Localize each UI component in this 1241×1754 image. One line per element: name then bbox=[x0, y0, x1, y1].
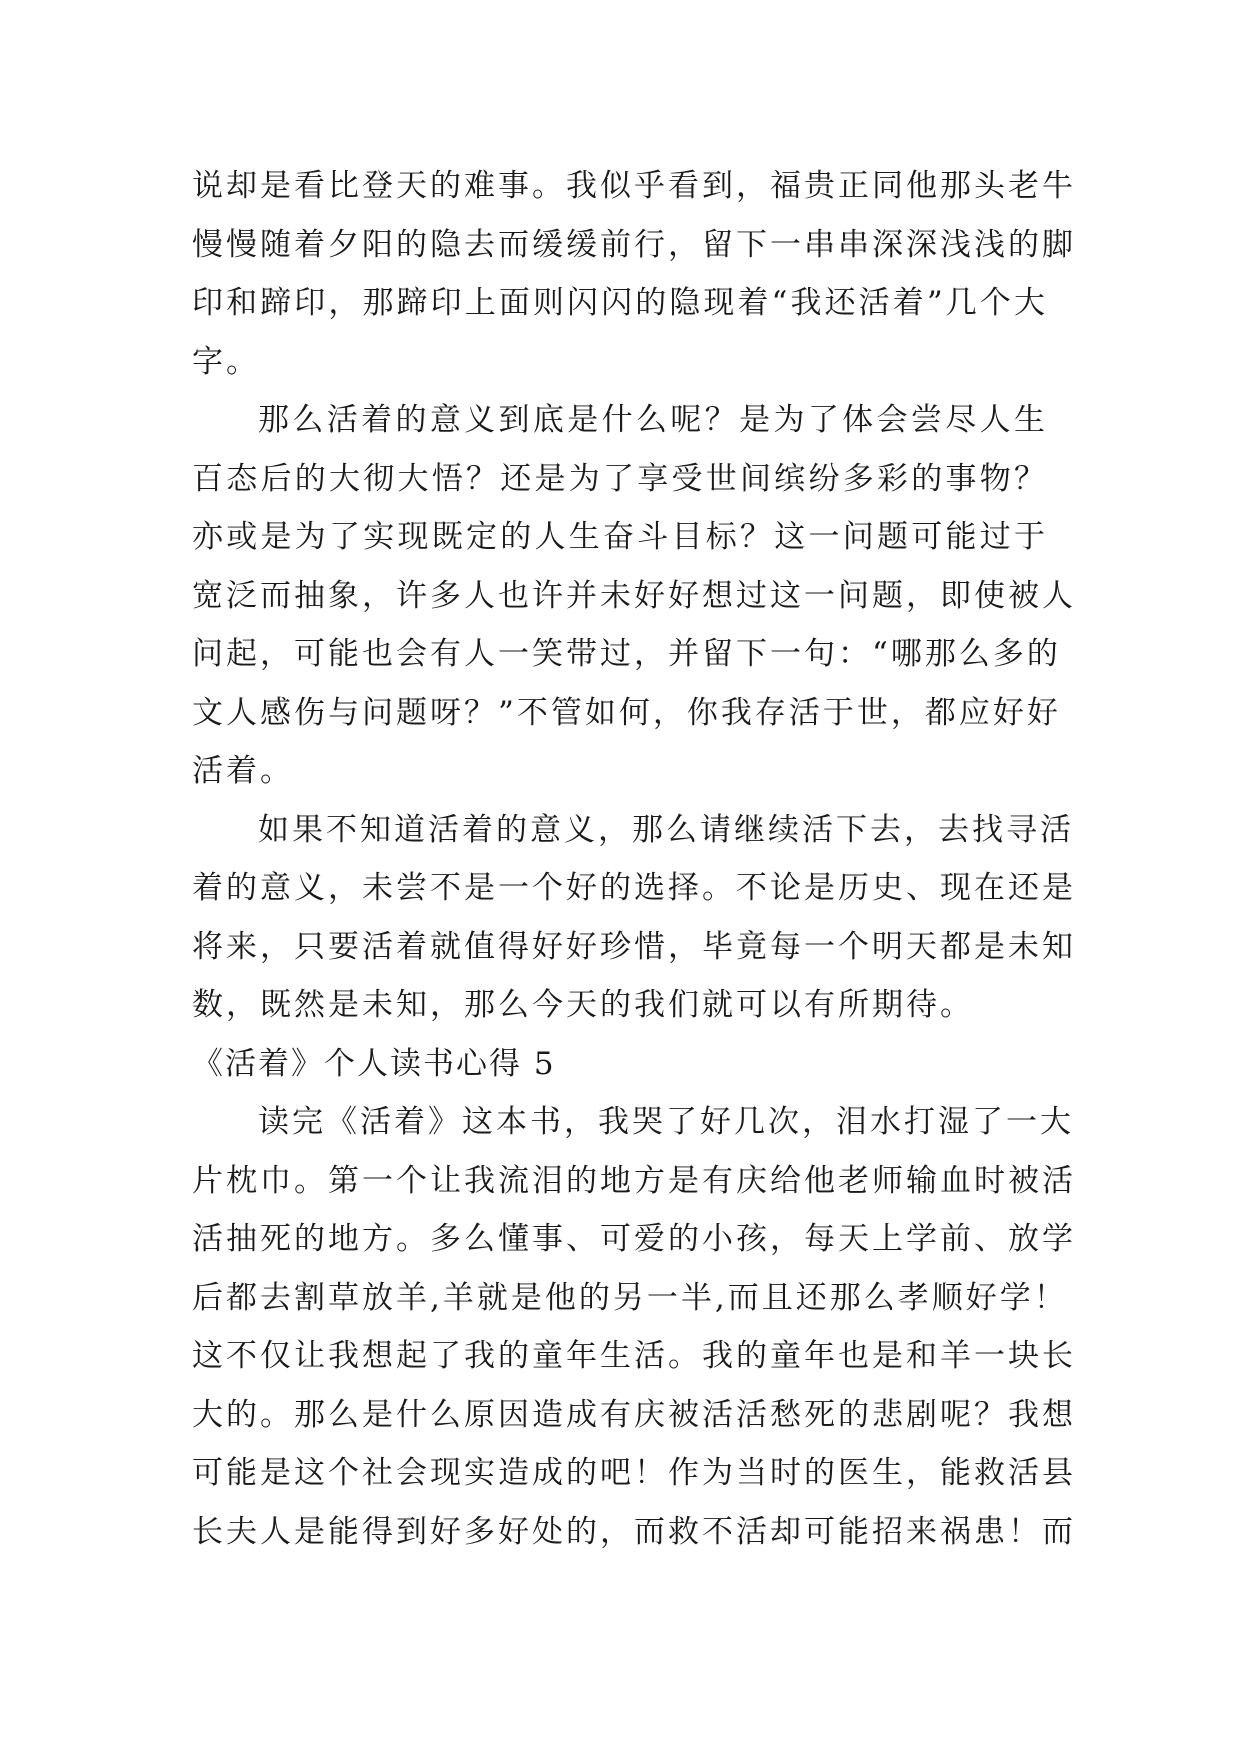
text-line: 可能是这个社会现实造成的吧！作为当时的医生，能救活县 bbox=[192, 1455, 1076, 1491]
paragraph-2 bbox=[192, 391, 1076, 801]
text-line: 字。 bbox=[192, 343, 260, 380]
text-line: 慢慢随着夕阳的隐去而缓缓前行，留下一串串深深浅浅的脚 bbox=[192, 226, 1076, 263]
text-line: 亦或是为了实现既定的人生奋斗目标？这一问题可能过于 bbox=[192, 519, 1048, 555]
text-line: 印和蹄印，那蹄印上面则闪闪的隐现着“我还活着”几个大 bbox=[192, 285, 1048, 321]
text-line: 片枕巾。第一个让我流泪的地方是有庆给他老师输血时被活 bbox=[192, 1162, 1076, 1199]
text-line: 将来，只要活着就值得好好珍惜，毕竟每一个明天都是未知 bbox=[192, 928, 1076, 965]
text-line: 这不仅让我想起了我的童年生活。我的童年也是和羊一块长 bbox=[192, 1338, 1076, 1374]
text-line: 数，既然是未知，那么今天的我们就可以有所期待。 bbox=[192, 987, 974, 1023]
section-heading: 《活着》个人读书心得 5 bbox=[192, 1045, 556, 1082]
text-line: 宽泛而抽象，许多人也许并未好好想过这一问题，即使被人 bbox=[192, 577, 1076, 614]
text-line: 长夫人是能得到好多好处的，而救不活却可能招来祸患！而 bbox=[192, 1513, 1076, 1550]
paragraph-1 bbox=[192, 157, 1076, 391]
text-line: 着的意义，未尝不是一个好的选择。不论是历史、现在还是 bbox=[192, 870, 1076, 906]
text-line: 那么活着的意义到底是什么呢？是为了体会尝尽人生 bbox=[258, 402, 1048, 438]
text-line: 读完《活着》这本书，我哭了好几次，泪水打湿了一大 bbox=[258, 1104, 1074, 1140]
text-line: 问起，可能也会有人一笑带过，并留下一句：“哪那么多的 bbox=[192, 636, 1061, 672]
text-line: 如果不知道活着的意义，那么请继续活下去，去找寻活 bbox=[258, 811, 1074, 848]
body-text bbox=[192, 157, 1076, 1561]
text-line: 百态后的大彻大悟？还是为了享受世间缤纷多彩的事物？ bbox=[192, 460, 1048, 497]
text-line: 说却是看比登天的难事。我似乎看到，福贵正同他那头老牛 bbox=[192, 168, 1076, 204]
text-line: 活抽死的地方。多么懂事、可爱的小孩，每天上学前、放学 bbox=[192, 1221, 1076, 1257]
text-line: 活着。 bbox=[192, 753, 294, 789]
text-line: 大的。那么是什么原因造成有庆被活活愁死的悲剧呢？我想 bbox=[192, 1396, 1076, 1433]
text-line: 文人感伤与问题呀？”不管如何，你我存活于世，都应好好 bbox=[192, 694, 1061, 731]
text-line: 后都去割草放羊,羊就是他的另一半,而且还那么孝顺好学！ bbox=[192, 1279, 1068, 1316]
paragraph-3 bbox=[192, 801, 1076, 1035]
paragraph-4 bbox=[192, 1093, 1076, 1561]
